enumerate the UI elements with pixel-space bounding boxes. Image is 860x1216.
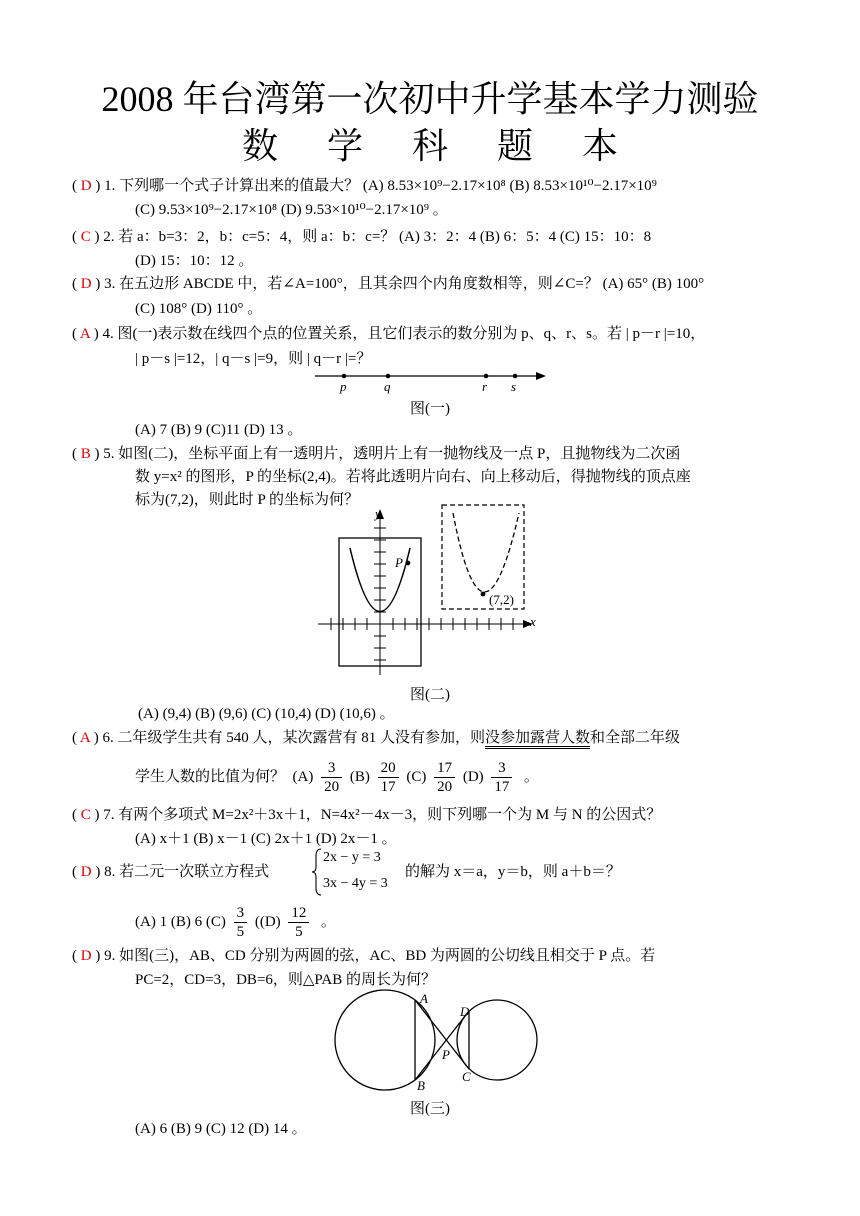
figure-2-caption: 图(二) [410, 687, 450, 703]
vertex-point [481, 592, 486, 597]
answer-6: A [79, 730, 90, 746]
fraction-d: $\frac{3}{17}$ [491, 759, 512, 796]
question-number: 7. [103, 807, 115, 823]
question-options: (A) 8.53×10⁹−2.17×10⁸ (B) 8.53×10¹⁰−2.17×10⁹ [362, 178, 657, 194]
fraction-d: $\frac{12}{5}$ [288, 904, 309, 941]
label-A: A [420, 991, 428, 1006]
period: 。 [523, 769, 539, 785]
question-number: 8. [104, 864, 116, 880]
question-2-options-2: (D) 15：10：12 。 [135, 253, 254, 269]
question-1: ( D ) 1. 下列哪一个式子计算出来的值最大？ (A) 8.53×10⁹−2.17×10⁸ (B) 8.53×10¹⁰−2.17×10⁹ [72, 178, 657, 194]
label-C: C [462, 1069, 471, 1084]
point-q [386, 374, 391, 379]
point-P [406, 561, 411, 566]
option-d-label: ((D) [254, 914, 281, 930]
question-4-line-2: | p－s |=12，| q－s |=9，则 | q－r |=？ [135, 351, 372, 367]
vertex-label: (7,2) [489, 592, 514, 607]
question-text: 如图(二)，坐标平面上有一透明片，透明片上有一抛物线及一点 P，且抛物线为二次函 [118, 446, 681, 462]
question-1-options-2: (C) 9.53×10⁹−2.17×10⁸ (D) 9.53×10¹⁰−2.17×10⁹ 。 [135, 202, 448, 218]
question-number: 6. [102, 730, 114, 746]
question-9: ( D ) 9. 如图(三)，AB、CD 分别为两圆的弦，AC、BD 为两圆的公切线且相交于 P 点。若 [72, 948, 656, 964]
moved-parabola [453, 513, 519, 592]
equation-brace [312, 848, 322, 896]
question-7: ( C ) 7. 有两个多项式 M=2x²＋3x＋1，N=4x²－4x－3，则下列哪一个为 M 与 N 的公因式？ [72, 807, 662, 823]
underlined-phrase: 没参加露营人数 [485, 730, 590, 749]
equation-2: 3x − 4y = 3 [323, 876, 388, 891]
question-3: ( D ) 3. 在五边形 ABCDE 中，若∠A=100°，且其余四个内角度数相等，则∠C=？ (A) 65° (B) 100° [72, 276, 705, 292]
two-circles-figure [320, 986, 540, 1096]
question-5-line-3: 标为(7,2)，则此时 P 的坐标为何？ [135, 492, 360, 508]
label-D: D [460, 1004, 470, 1019]
option-d-label: (D) [462, 769, 484, 785]
number-line-figure [310, 366, 550, 394]
label-P: P [395, 555, 403, 570]
answer-1: D [80, 178, 92, 194]
question-text-2: 学生人数的比值为何？ [135, 769, 286, 785]
question-9-line-2: PC=2，CD=3，DB=6，则△PAB 的周长为何？ [135, 972, 436, 988]
answer-9: D [80, 948, 92, 964]
label-s: s [511, 379, 517, 394]
question-number: 2. [103, 229, 115, 245]
point-r [484, 374, 489, 379]
label-r: r [482, 379, 488, 394]
question-8-text-cont: 的解为 x＝a，y＝b，则 a＋b＝？ [405, 864, 621, 880]
question-8: ( D ) 8. 若二元一次联立方程式 [72, 864, 270, 880]
figure-3-caption: 图(三) [410, 1101, 450, 1117]
label-B: B [417, 1078, 425, 1093]
question-5: ( B ) 5. 如图(二)，坐标平面上有一透明片，透明片上有一抛物线及一点 P，且抛物线为二次函 [72, 446, 681, 462]
question-9-options: (A) 6 (B) 9 (C) 12 (D) 14 。 [135, 1121, 307, 1137]
question-5-line-2: 数 y=x² 的图形，P 的坐标(2,4)。若将此透明片向右、向上移动后，得抛物线的顶点座 [135, 469, 691, 485]
parabola-figure [315, 505, 545, 677]
question-number: 3. [104, 276, 116, 292]
question-text: 二年级学生共有 540 人，某次露营有 81 人没有参加，则 [117, 730, 485, 746]
point-s [513, 374, 518, 379]
page-subtitle: 数 学 科 题 本 [241, 126, 638, 166]
fraction-c: $\frac{17}{20}$ [434, 759, 455, 796]
figure-1-caption: 图(一) [410, 401, 450, 417]
options-ab: (A) 1 (B) 6 (C) [135, 914, 226, 930]
question-text-cont: 和全部二年级 [589, 730, 680, 746]
question-2: ( C ) 2. 若 a：b=3：2，b：c=5：4，则 a：b：c=？ (A) 3：2：4 (B) 6：5：4 (C) 15：10：8 [72, 229, 652, 245]
label-P: P [442, 1047, 450, 1062]
answer-4: A [79, 326, 90, 342]
option-a-label: (A) [292, 769, 314, 785]
fraction-c: $\frac{3}{5}$ [234, 904, 248, 941]
point-p [342, 374, 347, 379]
option-b-label: (B) [349, 769, 370, 785]
question-number: 9. [104, 948, 116, 964]
label-p: p [340, 379, 347, 394]
question-6: ( A ) 6. 二年级学生共有 540 人，某次露营有 81 人没有参加，则没参加露营人数和全部二年级 [72, 728, 680, 748]
question-text: 若二元一次联立方程式 [119, 864, 270, 880]
question-number: 4. [102, 326, 114, 342]
question-6-options [135, 757, 539, 797]
question-number: 5. [103, 446, 115, 462]
label-q: q [384, 379, 391, 394]
question-text: 图(一)表示数在线四个点的位置关系，且它们表示的数分别为 p、q、r、s。若 | p－r |=10， [117, 326, 706, 342]
tangent-BD [415, 1011, 469, 1080]
option-c-label: (C) [406, 769, 427, 785]
question-text: 在五边形 ABCDE 中，若∠A=100°，且其余四个内角度数相等，则∠C=？ (A) 65° (B) 100° [119, 276, 705, 292]
axis-y-label: y [375, 506, 381, 521]
question-stem: 下列哪一个式子计算出来的值最大？ [119, 178, 360, 194]
question-7-options: (A) x＋1 (B) x－1 (C) 2x＋1 (D) 2x－1 。 [135, 831, 397, 847]
question-text: 若 a：b=3：2，b：c=5：4，则 a：b：c=？ (A) 3：2：4 (B) 6：5：4 (C) 15：10：8 [118, 229, 652, 245]
question-text: 如图(三)，AB、CD 分别为两圆的弦，AC、BD 为两圆的公切线且相交于 P 点。若 [119, 948, 656, 964]
question-4-options: (A) 7 (B) 9 (C)11 (D) 13 。 [135, 422, 303, 438]
question-number: 1. [104, 178, 116, 194]
fraction-a: $\frac{3}{20}$ [321, 759, 342, 796]
axis-x-label: x [530, 614, 536, 629]
fraction-b: $\frac{20}{17}$ [378, 759, 399, 796]
page-title: 2008 年台湾第一次初中升学基本学力测验 [101, 79, 759, 119]
question-3-options-2: (C) 108° (D) 110° 。 [135, 301, 263, 317]
question-8-options [135, 902, 336, 942]
answer-2: C [80, 229, 91, 245]
equation-1: 2x − y = 3 [323, 850, 381, 865]
answer-3: D [80, 276, 92, 292]
answer-5: B [80, 446, 91, 462]
question-4: ( A ) 4. 图(一)表示数在线四个点的位置关系，且它们表示的数分别为 p、q、r、s。若 | p－r |=10， [72, 326, 706, 342]
period: 。 [320, 914, 336, 930]
answer-8: D [80, 864, 92, 880]
question-5-options: (A) (9,4) (B) (9,6) (C) (10,4) (D) (10,6) 。 [138, 706, 395, 722]
question-text: 有两个多项式 M=2x²＋3x＋1，N=4x²－4x－3，则下列哪一个为 M 与 N 的公因式？ [118, 807, 662, 823]
answer-7: C [80, 807, 91, 823]
